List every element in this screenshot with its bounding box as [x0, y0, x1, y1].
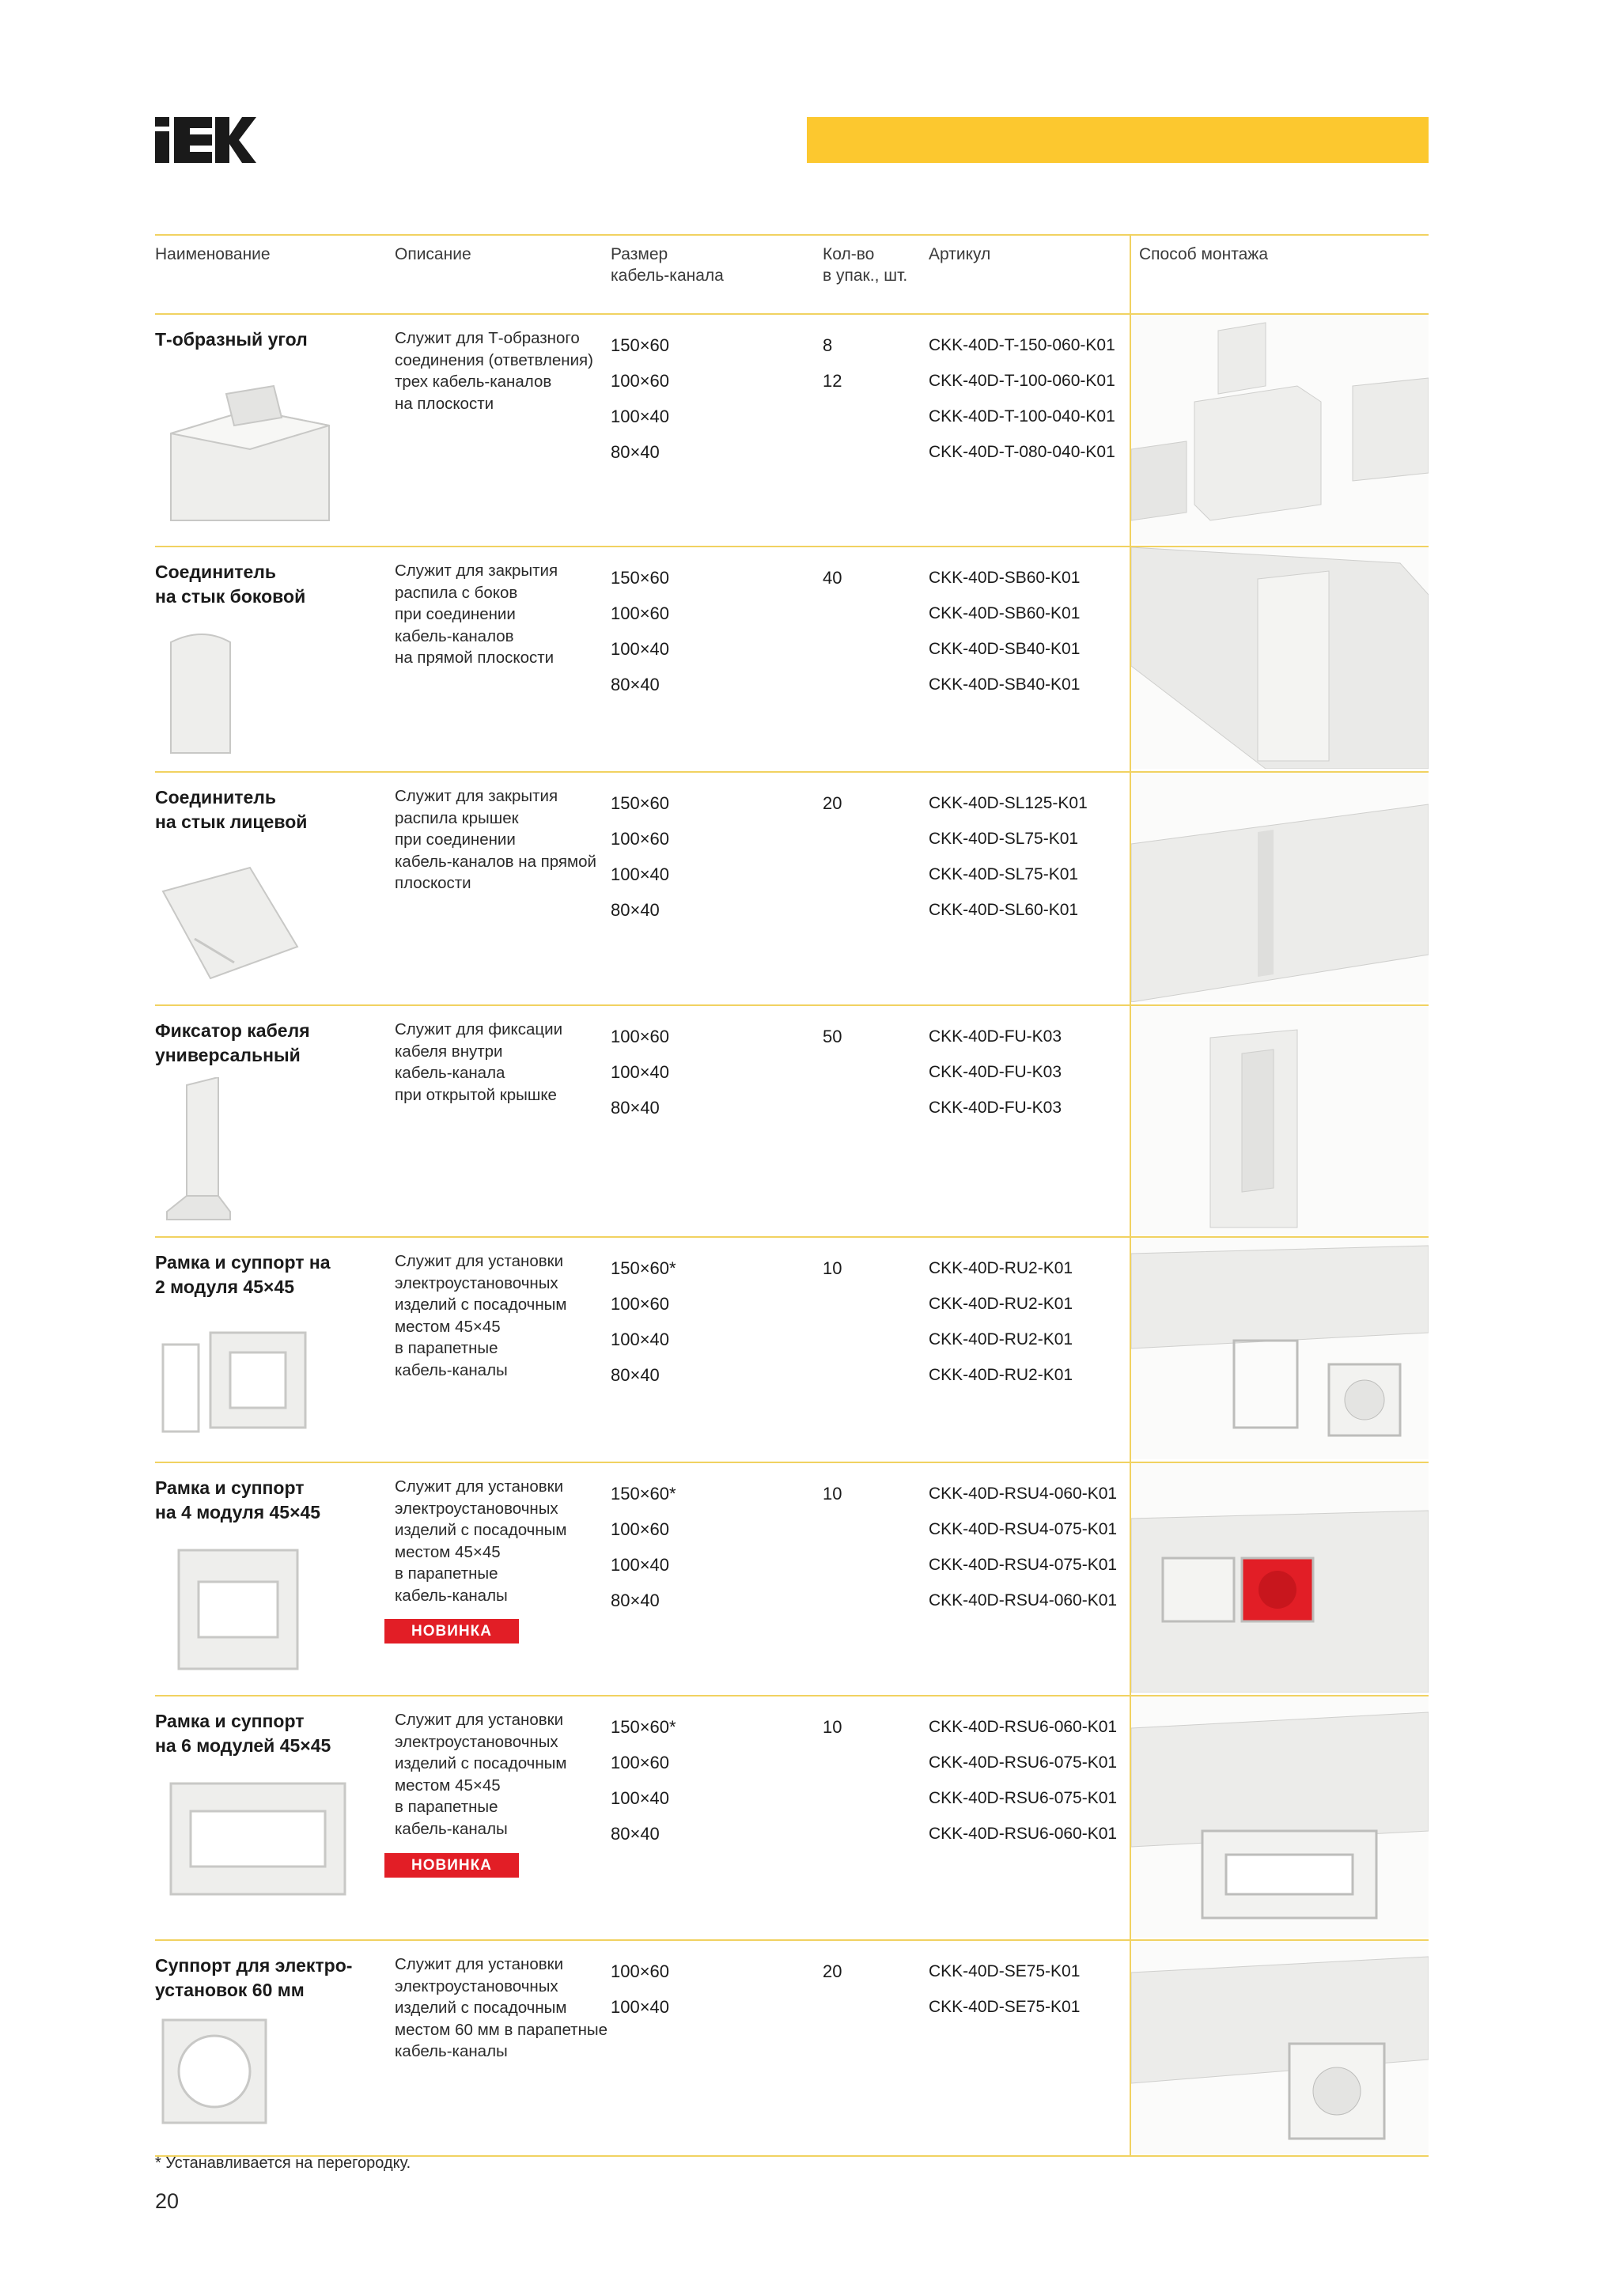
- footnote: * Устанавливается на перегородку.: [155, 2154, 411, 2172]
- iek-logo: [155, 117, 256, 163]
- product-qty: 40: [823, 568, 842, 588]
- product-sizes: 150×60* 100×60 100×40 80×40: [611, 1717, 676, 1844]
- table-header: [155, 234, 1429, 315]
- product-sizes: 100×60 100×40 80×40: [611, 1027, 670, 1118]
- support-60mm-mounting-photo: [1131, 1941, 1429, 2154]
- product-articles: CKK-40D-RU2-K01 CKK-40D-RU2-K01 CKK-40D-RU2-K01 CKK-40D-RU2-K01: [929, 1259, 1073, 1384]
- table-row: [155, 1941, 1429, 2157]
- frame-2-module-image: [155, 1309, 345, 1451]
- product-name: Соединитель на стык боковой: [155, 562, 306, 607]
- product-name: Рамка и суппорт на 4 модуля 45×45: [155, 1477, 321, 1522]
- page-number: 20: [155, 2189, 180, 2213]
- product-description: Служит для установки электроустановочных изделий с посадочным местом 60 мм в парапетные кабель-каналы: [395, 1955, 608, 2060]
- col-article-header: Артикул: [929, 245, 991, 263]
- product-name: Т-образный угол: [155, 329, 308, 350]
- col-desc-header: Описание: [395, 245, 471, 263]
- col-qty-header: Кол-во в упак., шт.: [823, 245, 908, 285]
- product-sizes: 150×60 100×60 100×40 80×40: [611, 793, 670, 920]
- product-articles: CKK-40D-RSU6-060-K01 CKK-40D-RSU6-075-K01 CKK-40D-RSU6-075-K01 CKK-40D-RSU6-060-K01: [929, 1718, 1118, 1843]
- product-qty: 10: [823, 1258, 842, 1278]
- product-description: Служит для закрытия распила крышек при соединении кабель-каналов на прямой плоскости: [395, 787, 596, 892]
- product-articles: CKK-40D-FU-K03 CKK-40D-FU-K03 CKK-40D-FU-K03: [929, 1027, 1062, 1117]
- table-row: [155, 1463, 1429, 1696]
- product-name: Суппорт для электро- установок 60 мм: [155, 1955, 353, 2000]
- side-joint-mounting-photo: [1131, 547, 1429, 769]
- new-badge: НОВИНКА: [384, 1853, 519, 1878]
- product-qty: 10: [823, 1717, 842, 1737]
- product-articles: CKK-40D-SE75-K01 CKK-40D-SE75-K01: [929, 1962, 1081, 2016]
- new-badge: НОВИНКА: [384, 1619, 519, 1644]
- frame-6-module-image: [155, 1760, 361, 1910]
- col-mounting-header: Способ монтажа: [1139, 245, 1268, 263]
- product-description: Служит для установки электроустановочных изделий с посадочным местом 45×45 в парапетные кабель-каналы: [395, 1477, 567, 1605]
- table-row: [155, 1006, 1429, 1238]
- product-qty: 10: [823, 1484, 842, 1504]
- product-description: Служит для закрытия распила с боков при соединении кабель-каналов на прямой плоскости: [395, 562, 558, 667]
- table-row: [155, 315, 1429, 547]
- product-articles: CKK-40D-T-150-060-K01 CKK-40D-T-100-060-K01 CKK-40D-T-100-040-K01 CKK-40D-T-080-040-K01: [929, 336, 1115, 461]
- product-sizes: 100×60 100×40: [611, 1961, 670, 2017]
- header-accent-bar: [807, 117, 1429, 163]
- t-corner-mounting-photo: [1131, 315, 1429, 544]
- product-name: Рамка и суппорт на 2 модуля 45×45: [155, 1252, 331, 1297]
- cable-retainer-image: [155, 1077, 250, 1227]
- product-sizes: 150×60* 100×60 100×40 80×40: [611, 1258, 676, 1385]
- product-articles: CKK-40D-SB60-K01 CKK-40D-SB60-K01 CKK-40D-SB40-K01 CKK-40D-SB40-K01: [929, 569, 1081, 694]
- product-qty: 20: [823, 1961, 842, 1981]
- t-corner-image: [155, 378, 361, 536]
- frame-2-module-mounting-photo: [1131, 1238, 1429, 1459]
- product-description: Служит для установки электроустановочных изделий с посадочным местом 45×45 в парапетные кабель-каналы: [395, 1711, 567, 1838]
- product-articles: CKK-40D-SL125-K01 CKK-40D-SL75-K01 CKK-40D-SL75-K01 CKK-40D-SL60-K01: [929, 794, 1088, 919]
- frame-4-module-image: [155, 1534, 329, 1685]
- product-sizes: 150×60* 100×60 100×40 80×40: [611, 1484, 676, 1610]
- cable-retainer-mounting-photo: [1131, 1006, 1429, 1235]
- col-size-header: Размер кабель-канала: [611, 245, 724, 285]
- product-name: Фиксатор кабеля универсальный: [155, 1020, 310, 1065]
- product-qty: 20: [823, 793, 842, 813]
- col-name-header: Наименование: [155, 245, 271, 263]
- product-description: Служит для установки электроустановочных изделий с посадочным местом 45×45 в парапетные кабель-каналы: [395, 1252, 567, 1379]
- table-row: [155, 1238, 1429, 1463]
- product-table: [155, 234, 1429, 2157]
- table-row: [155, 773, 1429, 1006]
- frame-4-module-mounting-photo: [1131, 1463, 1429, 1693]
- product-qty: 8 12: [823, 335, 842, 391]
- product-name: Соединитель на стык лицевой: [155, 787, 308, 832]
- face-joint-image: [155, 860, 313, 994]
- product-description: Служит для фиксации кабеля внутри кабель-канала при открытой крышке: [395, 1020, 563, 1104]
- product-qty: 50: [823, 1027, 842, 1046]
- face-joint-mounting-photo: [1131, 773, 1429, 1002]
- product-name: Рамка и суппорт на 6 модулей 45×45: [155, 1711, 331, 1756]
- product-articles: CKK-40D-RSU4-060-K01 CKK-40D-RSU4-075-K01 CKK-40D-RSU4-075-K01 CKK-40D-RSU4-060-K01: [929, 1485, 1118, 1609]
- product-description: Служит для Т-образного соединения (ответвления) трех кабель-каналов на плоскости: [395, 329, 593, 413]
- table-row: [155, 547, 1429, 773]
- product-sizes: 150×60 100×60 100×40 80×40: [611, 568, 670, 694]
- frame-6-module-mounting-photo: [1131, 1696, 1429, 1938]
- side-joint-image: [155, 626, 250, 761]
- support-60mm-image: [155, 2012, 274, 2147]
- table-row: [155, 1696, 1429, 1941]
- product-sizes: 150×60 100×60 100×40 80×40: [611, 335, 670, 462]
